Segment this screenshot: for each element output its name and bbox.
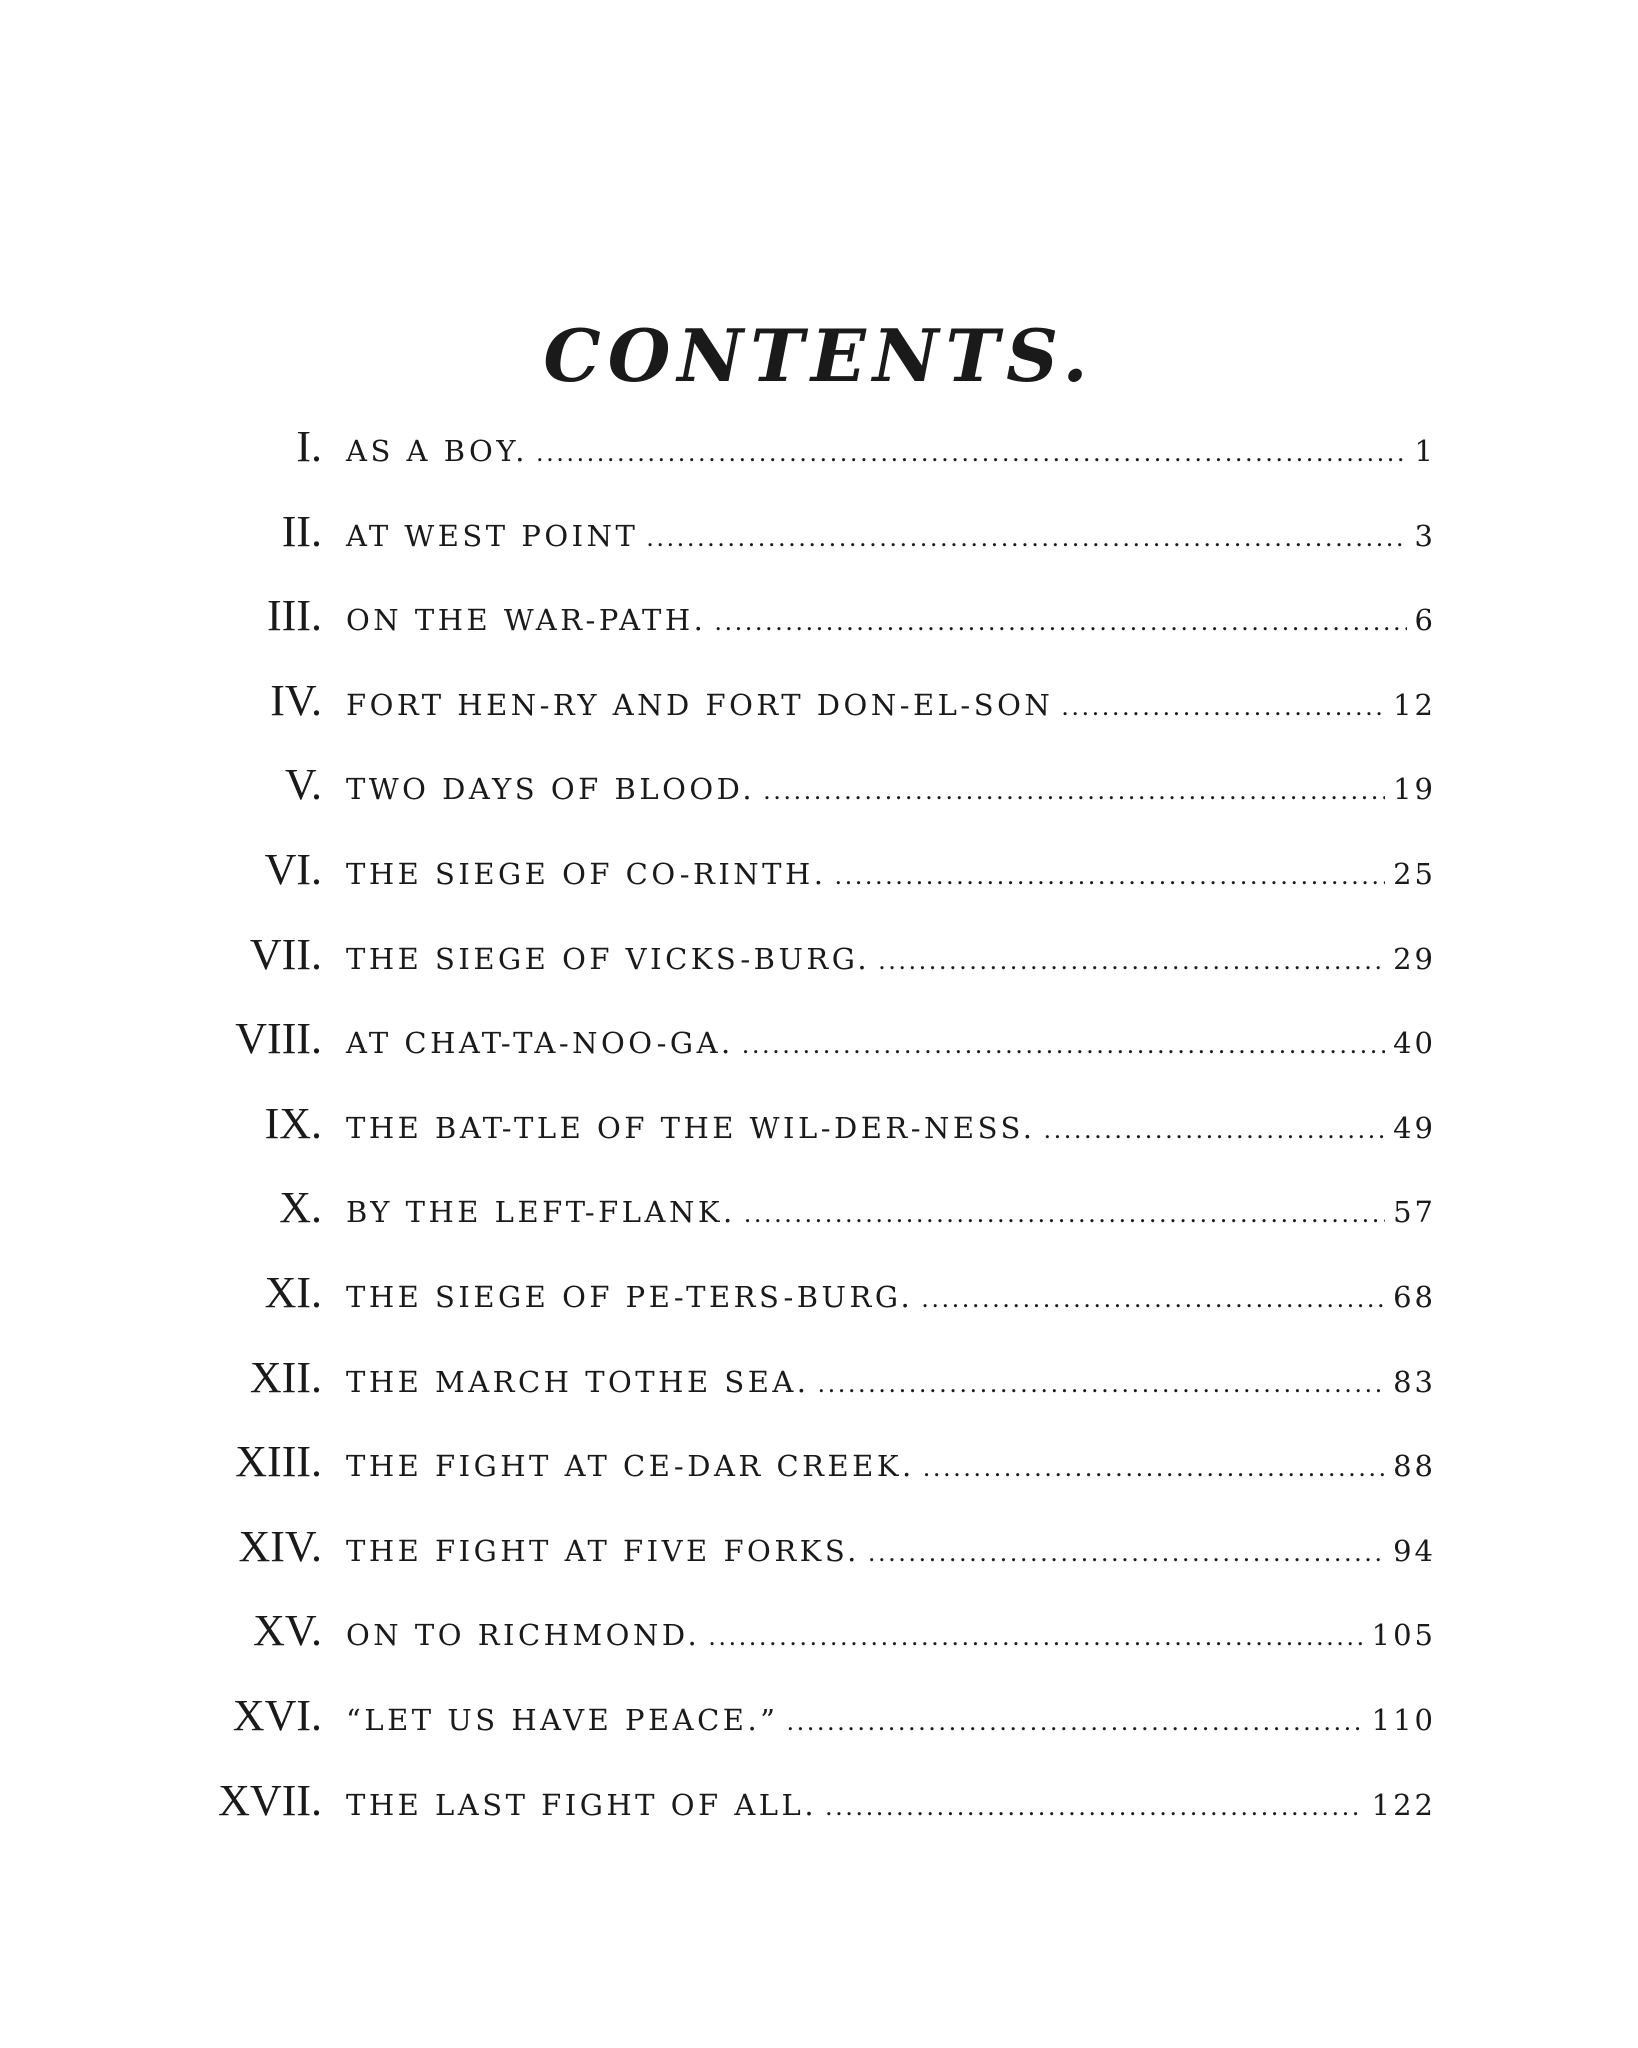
page-number: 110 <box>1371 1702 1436 1737</box>
chapter-title: THE SIEGE OF VICKS-BURG. <box>346 941 871 976</box>
chapter-title: THE SIEGE OF CO-RINTH. <box>346 856 827 891</box>
toc-entry[interactable] <box>180 1014 1436 1102</box>
page-number: 12 <box>1393 687 1436 722</box>
chapter-numeral: X. <box>279 1183 322 1233</box>
page-number: 83 <box>1393 1364 1436 1399</box>
dot-leader <box>744 1200 1385 1228</box>
toc-entry[interactable] <box>180 844 1436 933</box>
chapter-numeral: I. <box>296 422 322 471</box>
chapter-numeral: XVI. <box>232 1690 322 1740</box>
toc-entry[interactable] <box>180 929 1436 1018</box>
chapter-numeral: XI. <box>264 1267 322 1317</box>
chapter-numeral: IX. <box>264 1098 322 1148</box>
dot-leader <box>818 1370 1386 1398</box>
chapter-title: THE FIGHT AT CE-DAR CREEK. <box>346 1449 915 1484</box>
chapter-title: THE LAST FIGHT OF ALL. <box>346 1787 818 1822</box>
chapter-numeral: XV. <box>253 1606 322 1656</box>
toc-entry[interactable] <box>180 760 1436 848</box>
page-number: 40 <box>1393 1026 1436 1061</box>
chapter-numeral: VIII. <box>235 1014 322 1064</box>
dot-leader <box>868 1539 1385 1567</box>
chapter-title: THE BAT-TLE OF THE WIL-DER-NESS. <box>346 1110 1036 1145</box>
chapter-title: THE FIGHT AT FIVE FORKS. <box>346 1533 860 1568</box>
dot-leader <box>787 1708 1364 1736</box>
page-number: 6 <box>1414 603 1436 638</box>
chapter-numeral: XVII. <box>218 1775 322 1825</box>
dot-leader <box>742 1031 1385 1059</box>
dot-leader <box>1061 693 1385 721</box>
page-number: 122 <box>1371 1787 1436 1822</box>
chapter-title: AT CHAT-TA-NOO-GA. <box>346 1026 734 1061</box>
chapter-numeral: II. <box>281 506 322 556</box>
chapter-numeral: III. <box>267 591 322 641</box>
page-number: 57 <box>1393 1195 1436 1230</box>
chapter-numeral: V. <box>284 760 322 810</box>
toc-entry[interactable] <box>180 1775 1436 1864</box>
dot-leader <box>921 1285 1385 1313</box>
dot-leader <box>923 1454 1385 1482</box>
chapter-title: THE MARCH TOTHE SEA. <box>346 1364 810 1399</box>
dot-leader <box>825 1793 1364 1821</box>
dot-leader <box>646 524 1406 552</box>
dot-leader <box>878 947 1385 975</box>
dot-leader <box>835 862 1386 890</box>
toc-entry[interactable] <box>180 1437 1436 1525</box>
toc-entry[interactable] <box>180 1690 1436 1779</box>
toc-entry[interactable] <box>180 1183 1436 1271</box>
toc-entry[interactable] <box>180 422 1436 510</box>
chapter-numeral: XIV. <box>238 1521 322 1571</box>
chapter-title: FORT HEN-RY AND FORT DON-EL-SON <box>346 687 1054 722</box>
chapter-title: ON THE WAR-PATH. <box>346 603 707 638</box>
chapter-numeral: VII. <box>249 929 322 979</box>
toc-entry[interactable] <box>180 506 1436 595</box>
page-number: 29 <box>1393 941 1436 976</box>
page-title: CONTENTS. <box>543 313 1095 399</box>
chapter-title: BY THE LEFT-FLANK. <box>346 1195 736 1230</box>
dot-leader <box>763 777 1385 805</box>
chapter-numeral: IV. <box>270 675 322 725</box>
page-number: 68 <box>1393 1279 1436 1314</box>
page-number: 94 <box>1393 1533 1436 1568</box>
page-number: 3 <box>1414 518 1436 553</box>
chapter-numeral: XIII. <box>235 1437 322 1487</box>
chapter-title: “LET US HAVE PEACE.” <box>346 1702 779 1737</box>
table-of-contents <box>180 422 1436 1863</box>
toc-entry[interactable] <box>180 591 1436 679</box>
toc-entry[interactable] <box>180 1606 1436 1694</box>
toc-entry[interactable] <box>180 675 1436 764</box>
chapter-numeral: VI. <box>264 844 322 894</box>
chapter-title: ON TO RICHMOND. <box>346 1618 701 1653</box>
dot-leader <box>714 608 1406 636</box>
chapter-title: AT WEST POINT <box>346 518 639 553</box>
toc-entry[interactable] <box>180 1098 1436 1187</box>
page-number: 25 <box>1393 856 1436 891</box>
page-number: 1 <box>1414 434 1436 468</box>
dot-leader <box>708 1623 1363 1651</box>
chapter-title: TWO DAYS OF BLOOD. <box>346 772 756 807</box>
toc-entry[interactable] <box>180 1352 1436 1441</box>
toc-entry[interactable] <box>180 1521 1436 1610</box>
chapter-title: AS A BOY. <box>346 434 528 468</box>
page-number: 88 <box>1393 1449 1436 1484</box>
page-number: 49 <box>1393 1110 1436 1145</box>
page-number: 19 <box>1393 772 1436 807</box>
dot-leader <box>536 439 1407 467</box>
dot-leader <box>1044 1116 1386 1144</box>
toc-entry[interactable] <box>180 1267 1436 1356</box>
chapter-title: THE SIEGE OF PE-TERS-BURG. <box>346 1279 914 1314</box>
chapter-numeral: XII. <box>249 1352 322 1402</box>
page-number: 105 <box>1371 1618 1436 1653</box>
